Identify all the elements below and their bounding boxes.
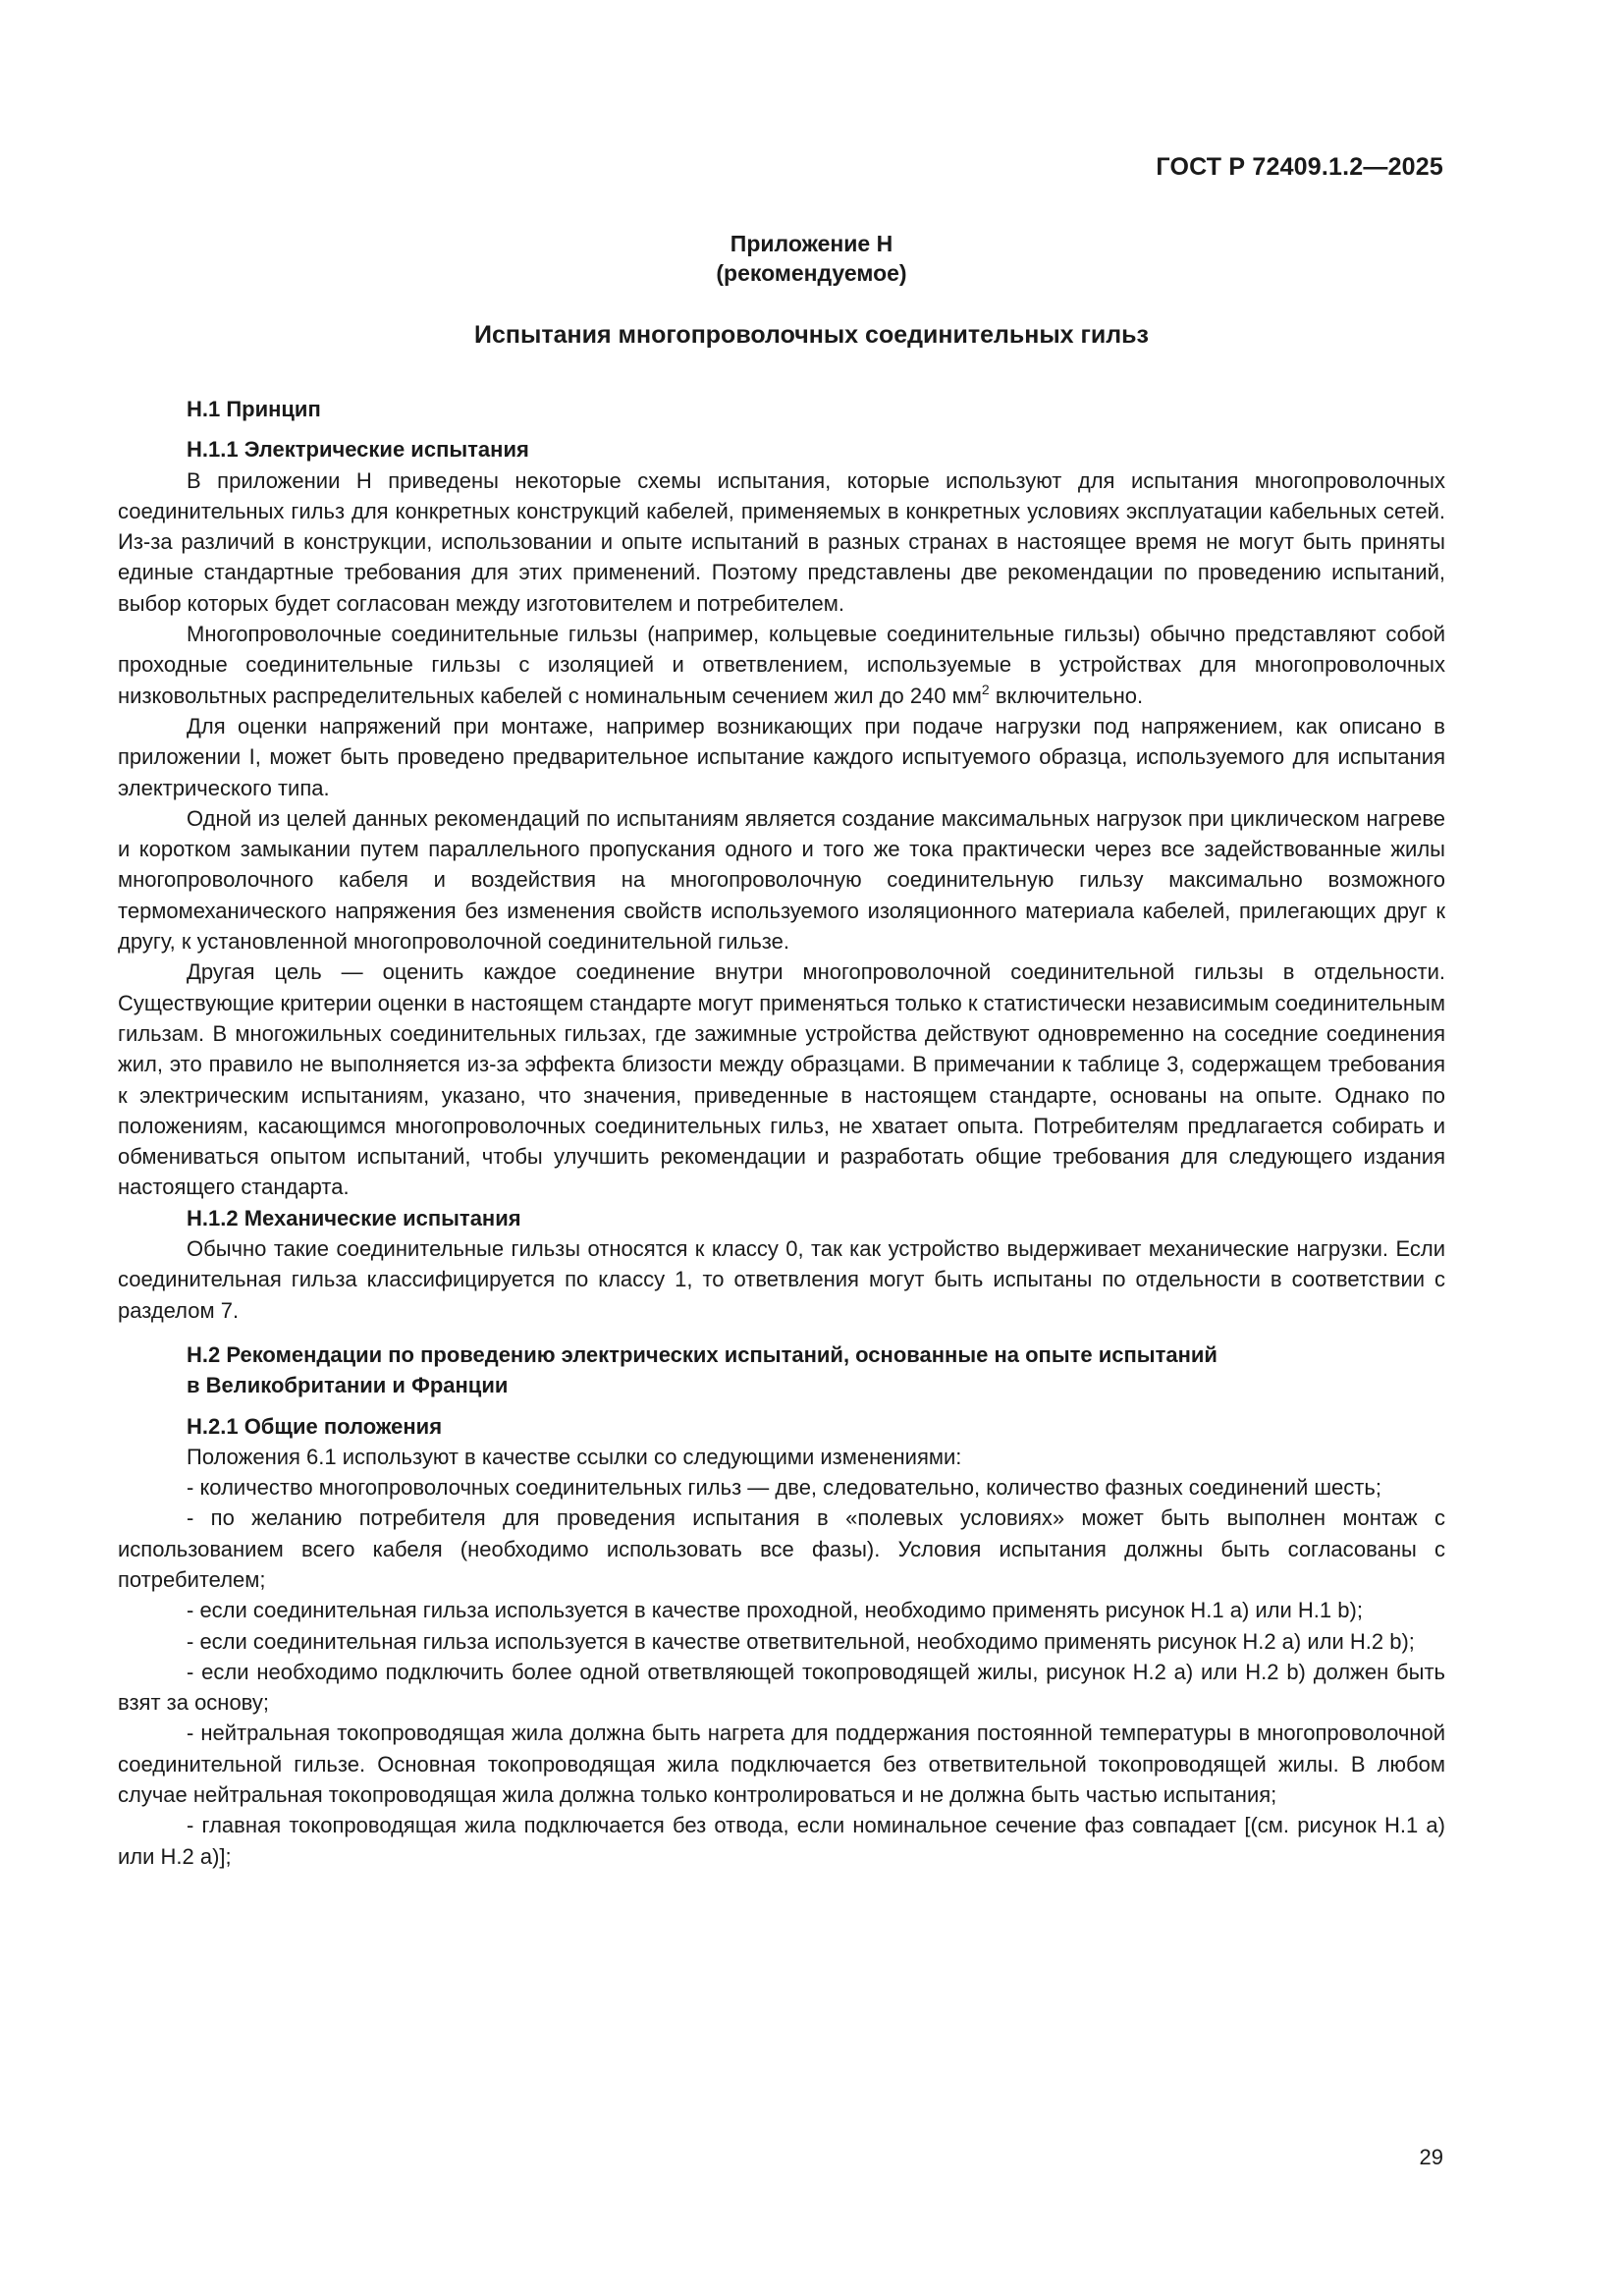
section-heading-h2-line2: в Великобритании и Франции <box>187 1373 509 1398</box>
paragraph: Другая цель — оценить каждое соединение внутри многопроволочной соединительной гильзы в отдельности. Существующие критерии оценки в настоящем стандарте могут применяться только к статистически независимым соединительным гильзам. В многожильных соединительных гильзах, где зажимные устройства действуют одновременно на соседние соединения жил, это правило не выполняется из-за эффекта близости между образцами. В примечании к таблице 3, содержащем требования к электрическим испытаниям, указано, что значения, приведенные в настоящем стандарте, основаны на опыте. Однако по положениям, касающимся многопроволочных соединительных гильз, не хватает опыта. Потребителям предлагается собирать и обмениваться опытом испытаний, чтобы улучшить рекомендации и разработать общие требования для следующего издания настоящего стандарта. <box>118 959 1445 1200</box>
paragraph: Обычно такие соединительные гильзы относятся к классу 0, так как устройство выдерживает механические нагрузки. Если соединительная гильза классифицируется по классу 1, то ответвления могут быть испытаны по отдельности в соответствии с разделом 7. <box>118 1236 1445 1323</box>
list-item: - нейтральная токопроводящая жила должна быть нагрета для поддержания постоянной температуры в многопроволочной соединительной гильзе. Основная токопроводящая жила подключается без ответвительной токопроводящей жилы. В любом случае нейтральная токопроводящая жила должна только контролироваться и не должна быть частью испытания; <box>118 1721 1445 1808</box>
subsection-heading-h1-1: Н.1.1 Электрические испытания <box>187 437 529 463</box>
annex-title: Испытания многопроволочных соединительных гильз <box>474 321 1149 349</box>
standard-code: ГОСТ Р 72409.1.2—2025 <box>1156 153 1443 181</box>
paragraph: В приложении Н приведены некоторые схемы испытания, которые используют для испытания многопроволочных соединительных гильз для конкретных конструкций кабелей, применяемых в конкретных условиях эксплуатации кабельных сетей. Из-за различий в конструкции, использовании и опыте испытаний в разных странах в настоящее время не могут быть приняты единые стандартные требования для этих применений. Поэтому представлены две рекомендации по проведению испытаний, выбор которых будет согласован между изготовителем и потребителем. <box>118 467 1445 616</box>
list-item: - если соединительная гильза используется в качестве ответвительной, необходимо применять рисунок Н.2 a) или Н.2 b); <box>187 1628 1415 1654</box>
paragraph: Одной из целей данных рекомендаций по испытаниям является создание максимальных нагрузок при циклическом нагреве и коротком замыкании путем параллельного пропускания одного и того же тока практически через все задействованные жилы многопроволочного кабеля и воздействия на многопроволочную соединительную гильзу максимально возможного термомеханического напряжения без изменения свойств используемого изоляционного материала кабелей, прилегающих друг к другу, к установленной многопроволочной соединительной гильзе. <box>118 805 1445 955</box>
annex-status: (рекомендуемое) <box>716 260 907 286</box>
annex-label: Приложение Н <box>730 231 893 256</box>
paragraph: Положения 6.1 используют в качестве ссылки со следующими изменениями: <box>187 1444 962 1469</box>
paragraph-text: Многопроволочные соединительные гильзы (например, кольцевые соединительные гильзы) обычно представляют собой проходные соединительные гильзы с изоляцией и ответвлением, используемые в устройствах для многопроволочных низковольтных распределительных кабелей с номинальным сечением жил до 240 мм <box>118 622 1445 708</box>
subsection-heading-h1-2: Н.1.2 Механические испытания <box>187 1205 521 1230</box>
paragraph: Для оценки напряжений при монтаже, например возникающих при подаче нагрузки под напряжением, как описано в приложении I, может быть проведено предварительное испытание каждого испытуемого образца, используемого для испытания электрического типа. <box>118 713 1445 800</box>
paragraph-text: включительно. <box>989 683 1144 708</box>
superscript: 2 <box>981 681 990 697</box>
list-item: - по желанию потребителя для проведения испытания в «полевых условиях» может быть выполнен монтаж с использованием всего кабеля (необходимо использовать все фазы). Условия испытания должны быть согласованы с потребителем; <box>118 1505 1445 1592</box>
subsection-heading-h2-1: Н.2.1 Общие положения <box>187 1413 443 1439</box>
list-item: - если соединительная гильза используется в качестве проходной, необходимо применять рисунок Н.1 a) или Н.1 b); <box>187 1598 1363 1623</box>
list-item: - если необходимо подключить более одной ответвляющей токопроводящей жилы, рисунок Н.2 a) или Н.2 b) должен быть взят за основу; <box>118 1659 1445 1716</box>
section-heading-h2-line1: Н.2 Рекомендации по проведению электрических испытаний, основанные на опыте испытаний <box>187 1341 1217 1367</box>
paragraph <box>118 619 1445 711</box>
list-item: - количество многопроволочных соединительных гильз — две, следовательно, количество фазных соединений шесть; <box>187 1475 1381 1501</box>
document-body <box>118 394 1445 1872</box>
page-number: 29 <box>1419 2145 1443 2169</box>
section-heading-h1: Н.1 Принцип <box>187 397 321 421</box>
list-item: - главная токопроводящая жила подключается без отвода, если номинальное сечение фаз совпадает [(см. рисунок Н.1 a) или Н.2 a)]; <box>118 1813 1445 1869</box>
